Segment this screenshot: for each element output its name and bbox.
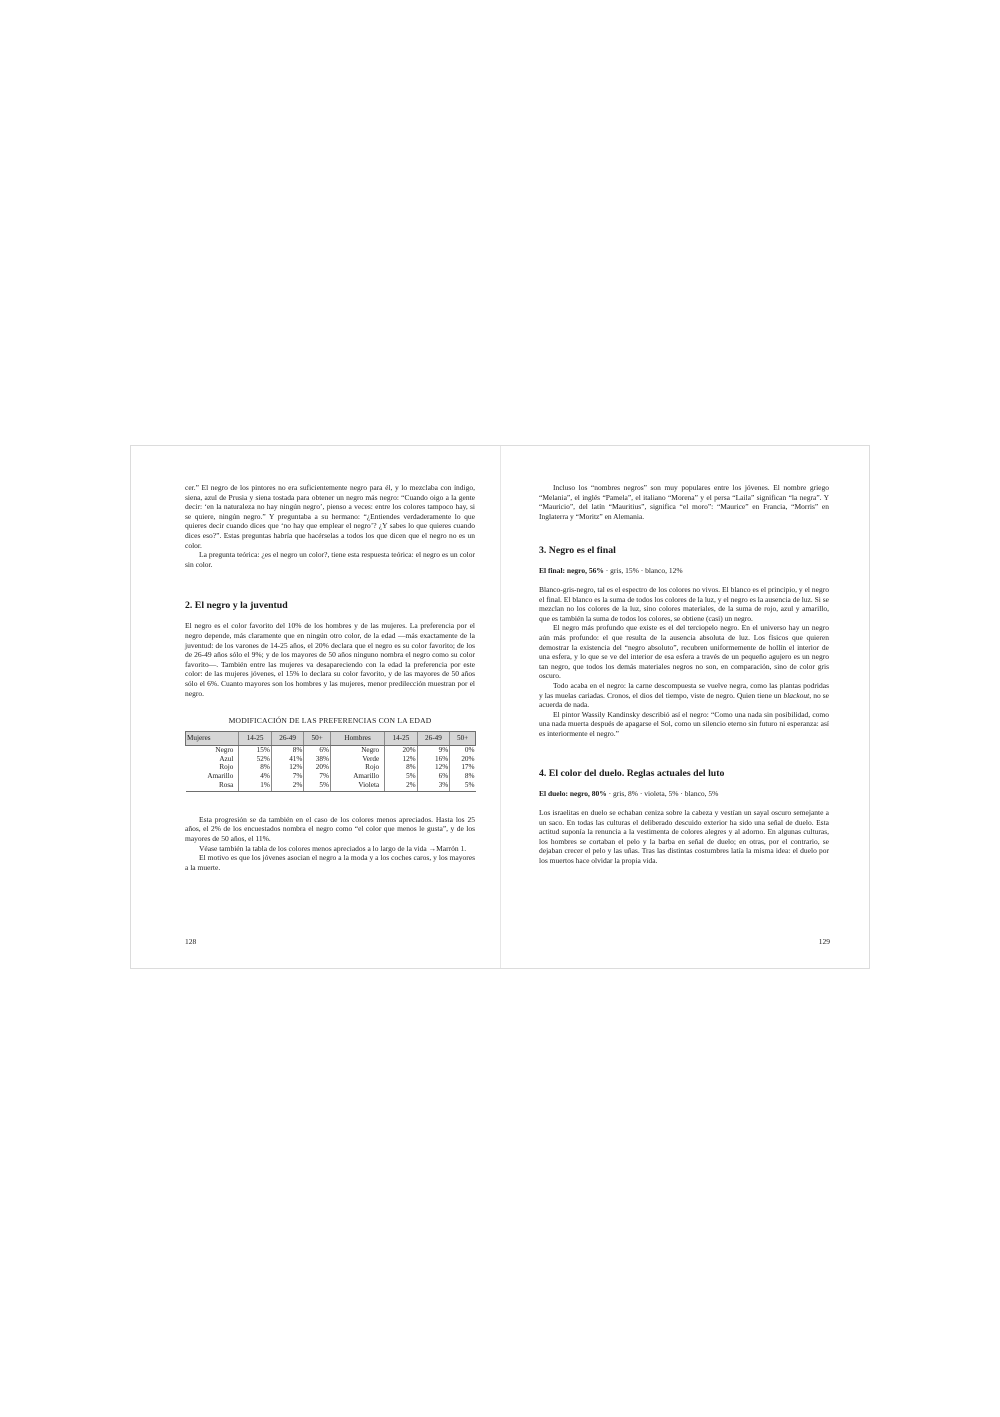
summary-lead: El final: negro, 56%	[539, 566, 604, 576]
table-header-cell: 14-25	[239, 732, 272, 746]
section-4-summary	[539, 789, 829, 799]
table-cell: Negro	[215, 745, 234, 754]
table-header-cell: Hombres	[330, 732, 384, 746]
table-header-row	[186, 732, 476, 746]
paragraph-text: , no se acuerda de nada.	[539, 690, 829, 710]
left-paragraph-5: Véase también la tabla de los colores menos apreciados a lo largo de la vida →Marrón 1.	[199, 843, 467, 853]
table-cell: 7%	[304, 772, 331, 781]
table-cell: Amarillo	[207, 772, 234, 781]
table-cell: 6%	[304, 745, 331, 754]
left-paragraph-3: El negro es el color favorito del 10% de los hombres y de las mujeres. La preferencia por el negro depende, más claramente que en ningún otro color, de la edad —más exactamente de la juventud: de los varones de 14-25 años, el 20% declara que el negro es su color favorito; de los de 26-49 años sólo el 9%; y de los mayores de 50 años ninguno nombra el negro como su color favorito—. También entre las mujeres va desapareciendo con la edad la preferencia por este color: de las mujeres jóvenes, el 15% lo declara su color favorito, y de las mayores de 50 años sólo el 6%. Cuanto mayores son los hombres y las mujeres, menor predilección muestran por el negro.	[185, 621, 475, 698]
table-cell: Rojo	[219, 763, 234, 772]
section-3-summary	[539, 566, 829, 576]
right-text-column	[539, 483, 829, 866]
table-cell: 12%	[271, 763, 304, 772]
table-cell: 8%	[385, 763, 418, 772]
right-paragraph-3: El negro más profundo que existe es el del terciopelo negro. En el universo hay un negro aún más profundo: el que resulta de la ausencia absoluta de luz. Los físicos que quieren demostrar la existencia del “negro absoluto”, recubren uniformemente de hollín el interior de una esfera, y lo que se ve del interior de esa esfera a través de un pequeño agujero es un negro tan negro, que todos los demás materiales negros no son, en comparación, sino de color gris oscuro.	[539, 623, 829, 681]
table-header-cell: 14-25	[385, 732, 418, 746]
book-spread	[130, 445, 870, 969]
table-cell: 12%	[385, 755, 418, 764]
table-cell: Azul	[219, 754, 234, 763]
table-cell: 1%	[239, 781, 272, 791]
table-cell: 2%	[385, 781, 418, 791]
right-page	[501, 446, 870, 968]
table-cell: 5%	[304, 781, 331, 791]
right-paragraph-1: Incluso los “nombres negros” son muy populares entre los jóvenes. El nombre griego “Melania”, el inglés “Pamela”, el italiano “Morena” y el persa “Laila” significan “la negra”. Y “Mauricio”, del latín “Mauritius”, significa “el moro”: “Maurice” en Francia, “Morris” en Inglaterra y “Moritz” en Alemania.	[539, 483, 829, 521]
table-cell: 5%	[450, 781, 476, 791]
table-title: MODIFICACIÓN DE LAS PREFERENCIAS CON LA EDAD	[228, 716, 432, 726]
left-paragraph-1: cer.” El negro de los pintores no era suficientemente negro para él, y lo mezclaba con índigo, siena, azul de Prusia y siena tostada para obtener un negro más negro: “Cuando oigo a la gente decir: ‘en la naturaleza no hay ningún negro’, pienso a veces: entre los colores tampoco hay, si se quiere, ningún negro.” Y preguntaba a su hermano: “¿Entiendes verdaderamente lo que quieres decir cuando dices que ‘no hay que emplear el negro’? ¿Y sabes lo que quieres cuando dices eso?”. Estas preguntas habría que hacérselas a todos los que dicen que el negro no es un color.	[185, 483, 475, 550]
table-cell: 15%	[239, 745, 272, 754]
left-page	[131, 446, 500, 968]
right-paragraph-6: Los israelitas en duelo se echaban ceniza sobre la cabeza y vestían un sayal oscuro semejante a un saco. En todas las culturas el deliberado descuido exterior ha sido una señal de duelo. Esta actitud suponía la renuncia a la vestimenta de colores alegres y al adorno. En algunas culturas, los hombres se cortaban el pelo y la barba en señal de duelo; en otras, por el contrario, se dejaban crecer el pelo y las uñas. Tras las distintas costumbres latía la misma idea: el duelo por los muertos hace olvidar la propia vida.	[539, 808, 829, 866]
table-cell: 20%	[304, 763, 331, 772]
table-row	[186, 781, 476, 791]
right-paragraph-5: El pintor Wassily Kandinsky describió así el negro: “Como una nada sin posibilidad, como una nada muerta después de apagarse el Sol, como un silencio eterno sin futuro ni esperanza: así es interiormente el negro.”	[539, 709, 829, 738]
left-paragraph-2: La pregunta teórica: ¿es el negro un color?, tiene esta respuesta teórica: el negro es un color sin color.	[185, 550, 475, 569]
table-cell: 52%	[239, 755, 272, 764]
table-cell: 7%	[271, 772, 304, 781]
table-header-cell: 26-49	[417, 732, 450, 746]
table-cell: 2%	[271, 781, 304, 791]
table-cell: Rojo	[330, 763, 384, 772]
table-cell: 8%	[450, 772, 476, 781]
table-cell: 16%	[417, 755, 450, 764]
table-header-cell: 26-49	[271, 732, 304, 746]
left-paragraph-6: El motivo es que los jóvenes asocian el negro a la moda y a los coches caros, y los mayores a la muerte.	[185, 853, 475, 872]
table-cell: Negro	[330, 745, 384, 754]
section-heading-3: 3. Negro es el final	[539, 545, 616, 557]
table-cell: Amarillo	[330, 772, 384, 781]
table-cell: 9%	[417, 745, 450, 754]
table-cell: 12%	[417, 763, 450, 772]
table-cell: 8%	[239, 763, 272, 772]
page-number-left: 128	[185, 937, 197, 946]
left-text-column	[185, 483, 475, 872]
table-header-cell: 50+	[450, 732, 476, 746]
right-paragraph-2: Blanco-gris-negro, tal es el espectro de los colores no vivos. El blanco es el principio, y el negro el final. El blanco es la suma de todos los colores de la luz, y el negro es la ausencia de luz. Si se mezclan no los colores de la luz, sino colores materiales, de la suma de rojo, azul y amarillo, que es también la suma de todos los colores, se obtiene (casi) un negro.	[539, 584, 829, 623]
table-cell: 6%	[417, 772, 450, 781]
table-cell: Rosa	[186, 781, 239, 791]
table-cell: 0%	[450, 745, 476, 754]
summary-rest: · gris, 15% · blanco, 12%	[603, 566, 683, 576]
table-cell: Verde	[330, 755, 384, 764]
table-header-cell: Mujeres	[186, 732, 239, 746]
paragraph-text: Todo acaba en el negro: la carne descompuesta se vuelve negra, como las plantas podridas y las muelas cariadas. Cronos, el dios del tiempo, viste de negro. Quien tiene un	[539, 680, 829, 700]
summary-lead: El duelo: negro, 80%	[539, 789, 607, 799]
table-cell: 20%	[385, 745, 418, 754]
table-cell: 5%	[385, 772, 418, 781]
right-paragraph-4	[539, 681, 829, 710]
section-heading-2: 2. El negro y la juventud	[185, 600, 288, 612]
section-heading-4: 4. El color del duelo. Reglas actuales del luto	[539, 768, 725, 780]
table-cell: 8%	[271, 745, 304, 754]
emphasis-text: blackout	[783, 690, 810, 700]
table-cell: 41%	[271, 755, 304, 764]
table-header-cell: 50+	[304, 732, 331, 746]
table-cell: 3%	[417, 781, 450, 791]
summary-rest: · gris, 8% · violeta, 5% · blanco, 5%	[606, 789, 719, 799]
table-row	[186, 772, 476, 781]
table-cell: 4%	[239, 772, 272, 781]
table-row	[186, 755, 476, 764]
table-cell: 17%	[450, 763, 476, 772]
table-cell: 38%	[304, 755, 331, 764]
table-row	[186, 745, 476, 754]
left-paragraph-4: Esta progresión se da también en el caso de los colores menos apreciados. Hasta los 25 años, el 2% de los encuestados nombra el negro como “el color que menos le gusta”, y de los mayores de 50 años, el 11%.	[185, 814, 475, 844]
table-cell: Violeta	[330, 781, 384, 791]
table-cell: 20%	[450, 755, 476, 764]
preferences-table	[185, 731, 476, 792]
page-number-right: 129	[818, 937, 830, 946]
table-row	[186, 763, 476, 772]
